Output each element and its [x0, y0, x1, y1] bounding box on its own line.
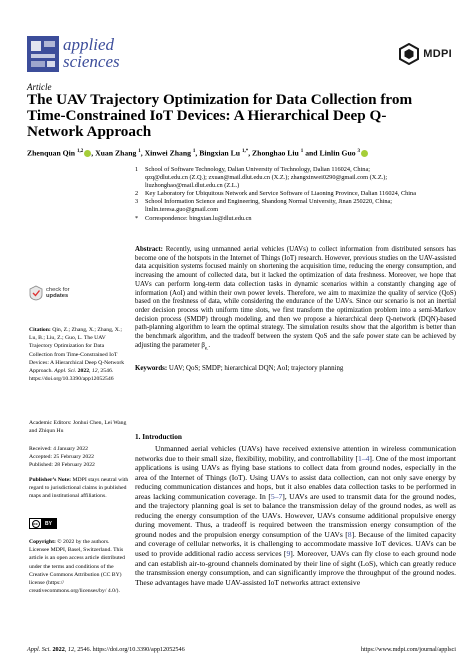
publisher-logo — [398, 43, 452, 65]
keywords-text: UAV; QoS; SMDP; hierarchical DQN; AoI; trajectory planning — [168, 365, 344, 372]
affiliation-item — [135, 215, 465, 223]
affiliation-line: Correspondence: bingxian.lu@dlut.edu.cn — [145, 214, 252, 222]
cc-icon: cc — [33, 521, 38, 526]
author-separator: , — [140, 148, 145, 158]
abstract-text: Recently, using unmanned aerial vehicles (UAVs) to collect information from distributed sensors has become one of the hotspots in the Internet of Things (IoT) research. However, previous studies on the UAV-assisted data acquisition systems focused mainly on shortening the acquisition time, reducing the energy consumption, and increasing the amount of collected data, but it lacked the optimization of data freshness. Moreover, we hope that UAVs can perform long-term data collection tasks in dynamic scenarios within a constantly changing age of information (AoI) and within their own power levels. Therefore, we aim to maximize the quality of service (QoS) based on the freshness of data, while considering the endurance of the UAVs. Since our scenario is not an inertial order decision process with uniform time slots, we first transform the optimization problem into a semi-Markov decision process (SMDP) through modeling, and then we propose a hierarchical deep Q-network (DQN)-based path-planning algorithm to learn the optimal strategy. The simulation results show that the algorithm is better than the benchmark algorithm, and the tradeoff between the system QoS and the safe power state can be achieved by adjusting the parameter β — [135, 246, 456, 349]
check-updates-line2: updates — [46, 293, 69, 299]
paragraph-text: Unmanned aerial vehicles (UAVs) have received extensive attention in wireless communication networks due to their small size, flexibility, mobility, and controllability [ — [135, 444, 456, 463]
copyright-text: © 2022 by the authors. Licensee MDPI, Basel, Switzerland. This article is an open access article distributed under the terms and conditions of the Creative Commons Attribution (CC BY) license (https:// creativecommons.org/licenses/by/ 4.0/). — [29, 539, 126, 595]
copyright — [29, 538, 129, 595]
mdpi-hexagon-icon — [398, 43, 420, 65]
paragraph-text: ]. One of the most important applications is using UAVs as flying base stations to collect data from ground nodes, especially in the area of the Internet of Things (IoT). Using UAVs to assist data collection, can not only save energy by reducing communication distances and hops, but it also enables data collection tasks to be performed in areas lacking communication coverage. In [ — [135, 453, 457, 501]
paragraph-text: ], UAVs are used to transmit data for the ground nodes, and the trajectory planning goal is set to balance the transmission delay of the ground nodes, as well as reducing the energy consumption of the UAVs. However, UAVs consume additional propulsive energy during movement. Thus, a tradeoff is required between the transmission energy consumption of the ground nodes and the propulsion energy consumption of the UAVs [ — [135, 491, 456, 539]
check-for-updates[interactable] — [29, 285, 70, 301]
author-name: Zhonghao Liu — [252, 148, 301, 158]
author-affiliation-marker: 1 — [138, 149, 141, 154]
abstract-label: Abstract: — [135, 246, 163, 253]
paper-title: The UAV Trajectory Optimization for Data Collection from Time-Constrained IoT Devices: A Hierarchical Deep Q-Network Approach — [27, 91, 413, 140]
citation-text: Qin, Z.; Zhang, X.; Zhang, X.; Lu, B.; Liu, Z.; Guo, L. The UAV Trajectory Optimization for Data Collection from Time-Constrained IoT Devices: A Hierarchical Deep Q-Network Approach. — [29, 327, 125, 375]
author-separator: , — [91, 148, 96, 158]
reference-link[interactable]: 9 — [286, 549, 291, 559]
paragraph-text: ]. Because of the limited capacity and coverage of cellular networks, it is challenging to accommodate massive IoT devices. UAVs can be used to provide additional radio access services [ — [135, 529, 456, 559]
dates — [29, 445, 129, 470]
affiliation-number: 3 — [135, 198, 139, 206]
author-list — [27, 147, 457, 159]
citation-label: Citation: — [29, 327, 51, 333]
affiliation-line: linlin.teresa.guo@gmail.com — [145, 206, 219, 214]
abstract: Abstract: Recently, using unmanned aerial vehicles (UAVs) to collect information from distributed sensors has become one of the hotspots in the Internet of Things (IoT) research. However, previous studies on the UAV-assisted data acquisition systems focused mainly on shortening the acquisition time, reducing the energy consumption, and increasing the amount of collected data, but it lacked the optimization of data freshness. Moreover, we hope that UAVs can perform long-term data collection tasks in dynamic scenarios within a constantly changing age of information (AoI) and within their own power levels. Therefore, we aim to maximize the quality of service (QoS) based on the freshness of data, while considering the endurance of the UAVs. Since our scenario is not an inertial order decision process with uniform time slots, we first transform the optimization problem into a semi-Markov decision process (SMDP) through modeling, and then we propose a hierarchical deep Q-network (DQN)-based path-planning algorithm to learn the optimal strategy. The simulation results show that the algorithm is better than the benchmark algorithm, and the tradeoff between the system QoS and the safe power state can be achieved by adjusting the parameter $\beta_{e.}$. — [135, 246, 456, 352]
citation-volume: 12 — [91, 368, 98, 375]
affiliation-number: 1 — [135, 166, 139, 173]
author-affiliation-marker: 1,2 — [77, 149, 84, 154]
author-name: Bingxian Lu — [199, 148, 242, 158]
affiliation-item — [135, 190, 465, 198]
footer-year: 2022 — [52, 646, 65, 653]
journal-logo-icon — [27, 36, 59, 72]
citation-pages[interactable]: , 2546. https://doi.org/10.3390/app12052546 — [29, 368, 114, 383]
journal-name — [63, 36, 120, 70]
author-name: Xinwei Zhang — [144, 148, 193, 158]
reference-link[interactable]: 1–4 — [358, 453, 370, 463]
affiliation-number: 2 — [135, 190, 139, 198]
reference-link[interactable]: 8 — [347, 529, 352, 539]
author-separator: , — [195, 148, 200, 158]
keywords — [135, 365, 456, 374]
citation-journal: Appl. Sci. — [54, 368, 77, 375]
check-updates-icon — [29, 285, 43, 301]
check-updates-line1: check for — [46, 286, 70, 293]
accepted-date: Accepted: 25 February 2022 — [29, 454, 94, 461]
footer-doi-link[interactable]: , 2546. https://doi.org/10.3390/app12052546 — [74, 646, 185, 653]
publisher-name: MDPI — [423, 48, 452, 60]
received-date: Received: 4 January 2022 — [29, 446, 88, 452]
author-separator: and — [303, 148, 320, 158]
citation: Citation: Qin, Z.; Zhang, X.; Zhang, X.; Lu, B.; Liu, Z.; Guo, L. The UAV Trajectory Optimization for Data Collection from Time-Constrained IoT Devices: A Hierarchical Deep Q-Network Approach. Appl. Sci. 2022, 12, 2546. https://doi.org/10.3390/app12052546 — [29, 327, 125, 383]
journal-name-line2: sciences — [63, 52, 120, 71]
published-date: Published: 28 February 2022 — [29, 462, 95, 469]
journal-name-line1: applied — [63, 35, 114, 54]
academic-editors: Academic Editors: Jonhui Chen, Lei Wang and Zhiqun Hu — [29, 420, 127, 435]
paragraph-text: ]. Moreover, UAVs can fly close to each ground node and can establish air-to-ground channels dominated by their line of sight (LoS), which can greatly reduce the transmission energy consumption, and can significantly improve the throughput of the ground nodes. These advantages have made UAV-assisted IoT networks attract extensive — [135, 549, 456, 587]
section-heading: 1. Introduction — [135, 432, 182, 441]
affiliation-line: Key Laboratory for Ubiquitous Network and Service Software of Liaoning Province, Dalian 116024, China — [145, 190, 416, 198]
keywords-label: Keywords: — [135, 365, 168, 372]
orcid-icon[interactable] — [361, 150, 368, 157]
author-affiliation-marker: 1 — [192, 149, 196, 154]
footer-journal: Appl. Sci. — [27, 646, 51, 653]
affiliations — [135, 166, 465, 223]
author-name: Zhenquan Qin — [27, 148, 77, 158]
abstract-subscript: e. — [204, 346, 209, 352]
affiliation-line: School Information Science and Engineering, Shandong Normal University, Jinan 250220, China; — [145, 198, 393, 206]
affiliation-item — [135, 166, 465, 190]
affiliation-number: * — [135, 214, 139, 222]
affiliation-line: qzq@dlut.edu.cn (Z.Q.); zxuan@mail.dlut.edu.cn (X.Z.); zhangxinwei0290@gmail.com (X.Z.); — [145, 174, 388, 182]
author-separator: , — [248, 148, 253, 158]
publisher-note-text: MDPI stays neutral with regard to jurisdictional claims in published maps and institutional affiliations. — [29, 477, 129, 500]
copyright-label: Copyright: — [29, 539, 56, 545]
author-affiliation-marker: 3 — [357, 149, 361, 154]
cc-by-license-badge[interactable] — [29, 518, 57, 529]
author-affiliation-marker: 1,* — [241, 149, 249, 154]
article-type: Article — [27, 82, 52, 92]
cc-by-label: BY — [41, 519, 56, 528]
publisher-note — [29, 476, 129, 501]
affiliation-item — [135, 198, 465, 214]
footer-journal-link[interactable]: https://www.mdpi.com/journal/applsci — [360, 646, 456, 653]
citation-year: 2022 — [77, 368, 90, 375]
author-name: Xuan Zhang — [95, 148, 139, 158]
reference-link[interactable]: 5–7 — [270, 491, 283, 501]
affiliation-line: liuzhonghao@mail.dlut.edu.cn (Z.L.) — [145, 182, 240, 190]
publisher-note-label: Publisher’s Note: — [29, 477, 72, 483]
footer-citation: Appl. Sci. 2022, 12, 2546. https://doi.org/10.3390/app12052546 — [27, 646, 185, 653]
affiliation-line: School of Software Technology, Dalian University of Technology, Dalian 116024, China; — [145, 166, 371, 173]
author-name: Linlin Guo — [319, 148, 358, 158]
introduction-paragraph — [135, 444, 456, 587]
footer-volume: 12 — [67, 646, 75, 653]
author-affiliation-marker: 1 — [300, 149, 304, 154]
